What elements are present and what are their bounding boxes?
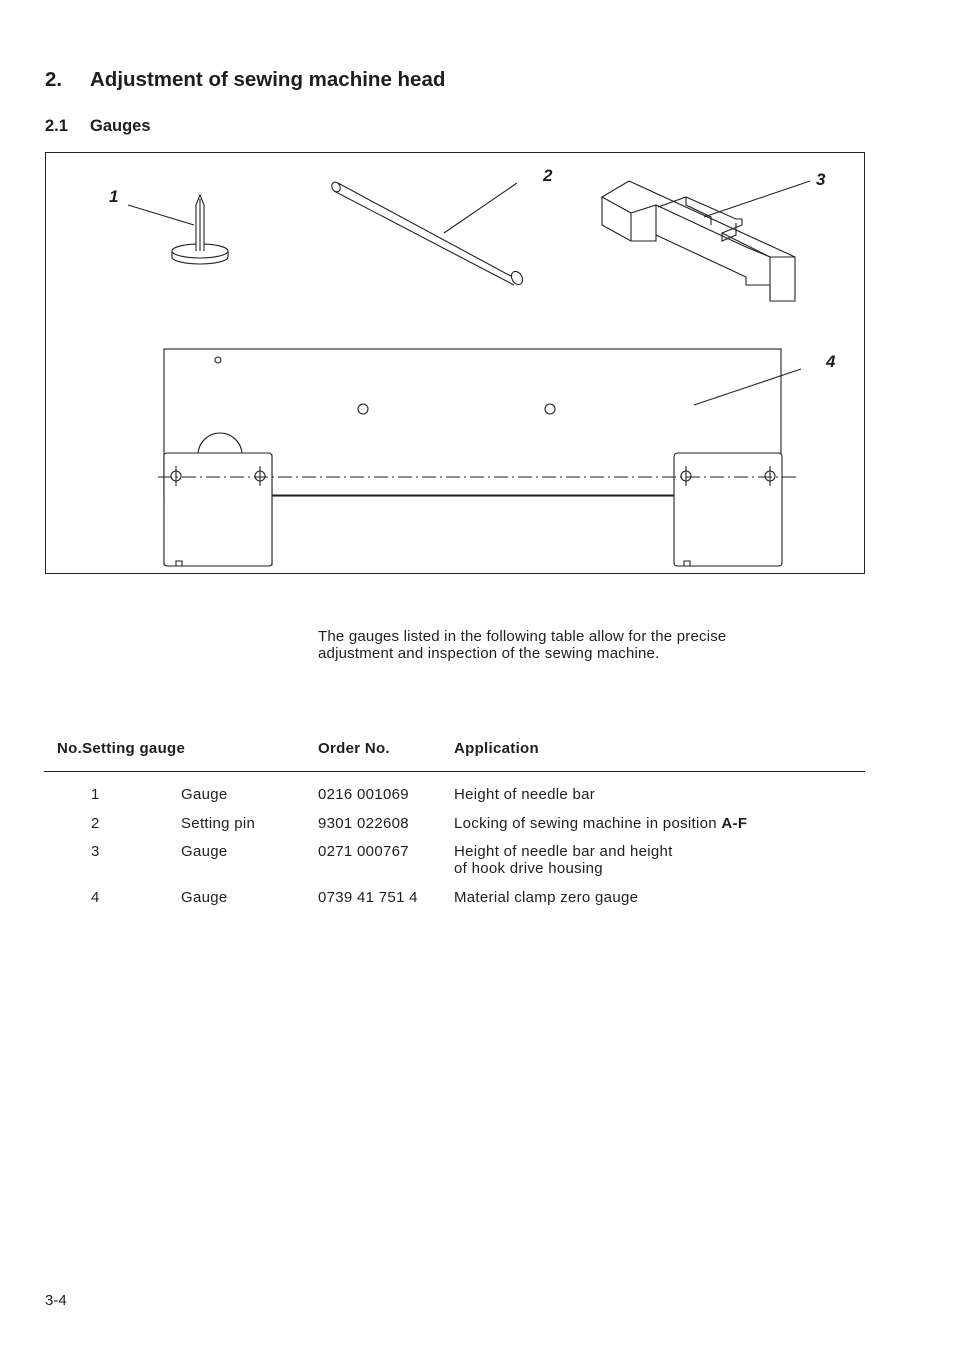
column-header-no-setting: No.Setting gauge [57,740,186,757]
row-application: Material clamp zero gauge [454,889,639,906]
subsection-number: 2.1 [45,117,68,135]
row-gauge: Gauge [181,843,228,860]
gauges-illustration [46,153,864,573]
row-application: Height of needle bar and height [454,843,673,860]
row-application-text: Locking of sewing machine in position [454,815,722,832]
leader-line-3 [704,181,810,217]
section-heading [45,68,445,92]
gauge-1-drawing [172,195,228,264]
row-order-no: 9301 022608 [318,815,409,832]
table-header-rule [44,771,865,772]
gauge-4-drawing [158,349,796,566]
callout-4: 4 [826,352,836,371]
gauge-3-drawing [602,181,795,301]
callout-3: 3 [816,170,826,189]
row-number: 4 [91,889,100,906]
row-number: 1 [91,786,100,803]
subsection-title: Gauges [90,117,151,135]
gauges-figure [45,152,865,574]
row-gauge: Gauge [181,786,228,803]
gauge-2-drawing [330,181,525,287]
row-application: Height of needle bar [454,786,596,803]
leader-line-1 [128,205,194,225]
section-title: Adjustment of sewing machine head [90,68,446,91]
row-application-position: A-F [721,815,748,832]
callout-1: 1 [109,187,119,206]
leader-line-4 [694,369,801,405]
callout-2: 2 [543,166,553,185]
subsection-heading [45,117,151,136]
column-header-order: Order No. [318,740,390,757]
row-number: 3 [91,843,100,860]
leader-line-2 [444,183,517,233]
row-order-no: 0216 001069 [318,786,409,803]
row-gauge: Setting pin [181,815,256,832]
intro-line-2: adjustment and inspection of the sewing machine. [318,645,660,662]
column-header-application: Application [454,740,539,757]
intro-line-1: The gauges listed in the following table allow for the precise [318,628,727,645]
row-gauge: Gauge [181,889,228,906]
row-order-no: 0739 41 751 4 [318,889,418,906]
page-number: 3-4 [45,1292,67,1309]
row-application [454,815,747,832]
intro-paragraph [318,628,798,662]
row-application-line-2: of hook drive housing [454,860,603,877]
row-number: 2 [91,815,100,832]
section-number: 2. [45,68,63,91]
row-order-no: 0271 000767 [318,843,409,860]
